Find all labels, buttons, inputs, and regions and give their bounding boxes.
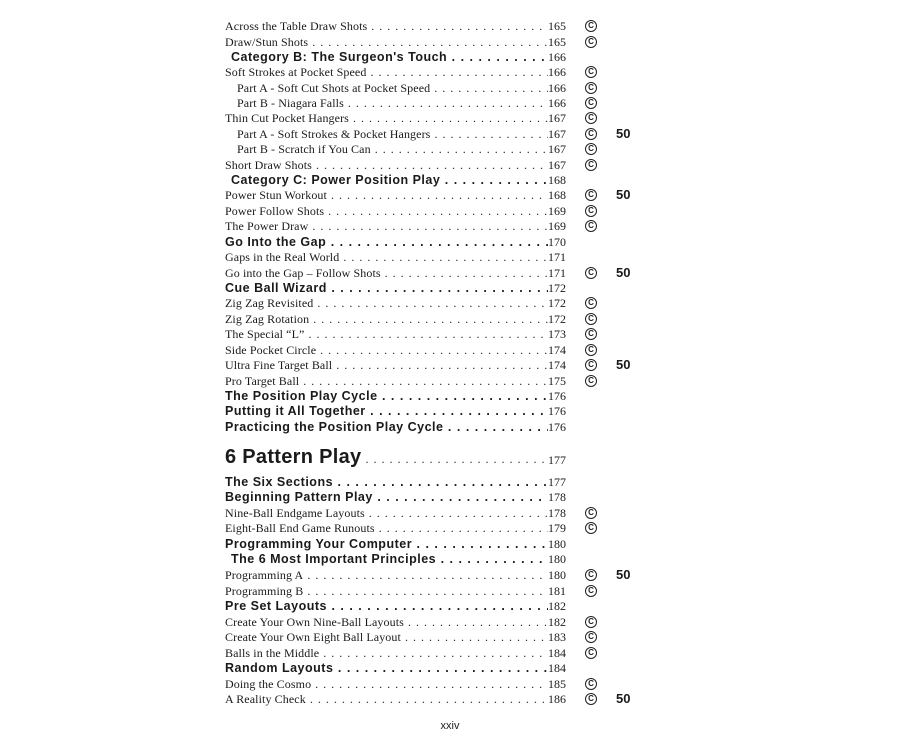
toc-entry-title: Doing the Cosmo . . . [225, 676, 550, 692]
toc-entry [0, 676, 900, 692]
drill-marker-icon: C [585, 220, 597, 232]
drill-marker-icon: C [585, 143, 597, 155]
toc-entry-title: Short Draw Shots . . . [225, 157, 550, 173]
toc-entry [0, 551, 900, 567]
toc-entry-title: Thin Cut Pocket Hangers . . . [225, 110, 550, 126]
toc-page-number: 166 [548, 80, 572, 96]
toc-entry-title: Across the Table Draw Shots . . . [225, 18, 550, 34]
drill-score: 50 [616, 265, 631, 280]
toc-entry-title: Category B: The Surgeon's Touch . . . [231, 49, 550, 65]
toc-page-number: 168 [548, 187, 572, 203]
toc-page-number: 185 [548, 676, 572, 692]
drill-marker-icon: C [585, 375, 597, 387]
toc-entry-title: Programming Your Computer . . . [225, 536, 550, 552]
toc-entry-title: Pro Target Ball . . . [225, 373, 550, 389]
toc-entry-title: Balls in the Middle . . . [225, 645, 550, 661]
toc-page-number: 174 [548, 342, 572, 358]
toc-entry [0, 280, 900, 296]
toc-entry-title: Go into the Gap – Follow Shots . . . [225, 265, 550, 281]
toc-entry-title: Part B - Niagara Falls . . . [237, 95, 550, 111]
toc-page-number: 165 [548, 18, 572, 34]
toc-page-number: 174 [548, 357, 572, 373]
toc-entry-title: Programming B . . . [225, 583, 550, 599]
toc-entry-title: A Reality Check . . . [225, 691, 550, 707]
toc-entry-title: The Power Draw . . . [225, 218, 550, 234]
drill-marker-icon: C [585, 112, 597, 124]
toc-entry [0, 629, 900, 645]
toc-entry [0, 598, 900, 614]
toc-page-number: 172 [548, 280, 572, 296]
toc-page-number: 167 [548, 157, 572, 173]
toc-page-number: 186 [548, 691, 572, 707]
toc-entry [0, 311, 900, 327]
toc-entry [0, 520, 900, 536]
toc-entry [0, 187, 900, 203]
toc-page-number: 169 [548, 218, 572, 234]
toc-entry-title: Putting it All Together . . . [225, 403, 550, 419]
toc-page-number: 180 [548, 551, 572, 567]
drill-marker-icon: C [585, 66, 597, 78]
toc-entry [0, 110, 900, 126]
toc-page-number: 165 [548, 34, 572, 50]
drill-marker-icon: C [585, 507, 597, 519]
drill-marker-icon: C [585, 585, 597, 597]
toc-entry-title: Power Stun Workout . . . [225, 187, 550, 203]
drill-score: 50 [616, 126, 631, 141]
toc-page-number: 170 [548, 234, 572, 250]
toc-entry-title: Draw/Stun Shots . . . [225, 34, 550, 50]
drill-marker-icon: C [585, 128, 597, 140]
toc-entry-title: The Position Play Cycle . . . [225, 388, 550, 404]
toc-entry [0, 218, 900, 234]
toc-entry [0, 446, 900, 468]
toc-entry-title: Random Layouts . . . [225, 660, 550, 676]
drill-marker-icon: C [585, 82, 597, 94]
drill-marker-icon: C [585, 647, 597, 659]
toc-entry [0, 203, 900, 219]
toc-entry [0, 265, 900, 281]
toc-entry-title: Category C: Power Position Play . . . [231, 172, 550, 188]
toc-page-number: 181 [548, 583, 572, 599]
toc-page-number: 182 [548, 598, 572, 614]
toc-entry-title: Create Your Own Eight Ball Layout . . . [225, 629, 550, 645]
toc-entry [0, 34, 900, 50]
toc-entry [0, 691, 900, 707]
drill-marker-icon: C [585, 189, 597, 201]
drill-score: 50 [616, 357, 631, 372]
toc-entry [0, 660, 900, 676]
toc-entry [0, 157, 900, 173]
drill-marker-icon: C [585, 522, 597, 534]
toc-entry [0, 249, 900, 265]
drill-score: 50 [616, 567, 631, 582]
toc-page-number: 184 [548, 660, 572, 676]
toc-page-number: 169 [548, 203, 572, 219]
toc-entry-title: Zig Zag Rotation . . . [225, 311, 550, 327]
toc-page-number: 173 [548, 326, 572, 342]
toc-page-number: 177 [548, 452, 572, 468]
toc-entry [0, 126, 900, 142]
toc-entry [0, 474, 900, 490]
drill-marker-icon: C [585, 359, 597, 371]
toc-entry [0, 49, 900, 65]
toc-page-number: 172 [548, 295, 572, 311]
toc-entry [0, 645, 900, 661]
toc-entry [0, 342, 900, 358]
toc-entry-title: Zig Zag Revisited . . . [225, 295, 550, 311]
toc-entry [0, 373, 900, 389]
drill-marker-icon: C [585, 205, 597, 217]
toc-entry [0, 536, 900, 552]
toc-page-number: 176 [548, 419, 572, 435]
toc-entry [0, 567, 900, 583]
chapter-title: 6 Pattern Play . . . [225, 442, 550, 472]
toc-page-number: 176 [548, 388, 572, 404]
toc-entry-title: Gaps in the Real World . . . [225, 249, 550, 265]
page-folio: xxiv [440, 720, 460, 732]
toc-entry-title: Beginning Pattern Play . . . [225, 489, 550, 505]
toc-entry-title: Side Pocket Circle . . . [225, 342, 550, 358]
drill-marker-icon: C [585, 328, 597, 340]
toc-entry-title: Nine-Ball Endgame Layouts . . . [225, 505, 550, 521]
toc-entry-title: Power Follow Shots . . . [225, 203, 550, 219]
toc-entry [0, 505, 900, 521]
toc-entry [0, 489, 900, 505]
drill-marker-icon: C [585, 569, 597, 581]
toc-entry-title: Part A - Soft Strokes & Pocket Hangers . . . [237, 126, 550, 142]
toc-entry-title: Ultra Fine Target Ball . . . [225, 357, 550, 373]
toc-entry-title: Soft Strokes at Pocket Speed . . . [225, 64, 550, 80]
toc-entry [0, 326, 900, 342]
toc-entry [0, 172, 900, 188]
drill-score: 50 [616, 187, 631, 202]
toc-entry-title: Programming A . . . [225, 567, 550, 583]
toc-entry [0, 419, 900, 435]
toc-page-number: 184 [548, 645, 572, 661]
toc-entry [0, 388, 900, 404]
toc-entry [0, 403, 900, 419]
drill-marker-icon: C [585, 313, 597, 325]
drill-marker-icon: C [585, 678, 597, 690]
drill-marker-icon: C [585, 36, 597, 48]
toc-page-number: 180 [548, 536, 572, 552]
toc-entry-title: Part B - Scratch if You Can . . . [237, 141, 550, 157]
toc-page-number: 180 [548, 567, 572, 583]
drill-score: 50 [616, 691, 631, 706]
toc-page-number: 167 [548, 126, 572, 142]
toc-page-number: 171 [548, 249, 572, 265]
toc-page-number: 179 [548, 520, 572, 536]
toc-entry-title: Go Into the Gap . . . [225, 234, 550, 250]
toc-entry [0, 614, 900, 630]
drill-marker-icon: C [585, 631, 597, 643]
toc-entry [0, 80, 900, 96]
toc-page-number: 175 [548, 373, 572, 389]
toc-entry-title: Cue Ball Wizard . . . [225, 280, 550, 296]
toc-entry [0, 357, 900, 373]
toc-entry [0, 583, 900, 599]
drill-marker-icon: C [585, 97, 597, 109]
drill-marker-icon: C [585, 297, 597, 309]
toc-page-number: 166 [548, 95, 572, 111]
drill-marker-icon: C [585, 20, 597, 32]
toc-page-number: 171 [548, 265, 572, 281]
toc-page-number: 177 [548, 474, 572, 490]
toc-page-number: 176 [548, 403, 572, 419]
toc-page-number: 168 [548, 172, 572, 188]
toc-page-number: 178 [548, 489, 572, 505]
toc-entry [0, 295, 900, 311]
toc-entry [0, 141, 900, 157]
toc-page-number: 172 [548, 311, 572, 327]
toc-entry [0, 234, 900, 250]
toc-entry [0, 95, 900, 111]
toc-page-number: 166 [548, 49, 572, 65]
toc-entry-title: Eight-Ball End Game Runouts . . . [225, 520, 550, 536]
drill-marker-icon: C [585, 616, 597, 628]
toc-entry-title: The Special “L” . . . [225, 326, 550, 342]
toc-page-number: 182 [548, 614, 572, 630]
drill-marker-icon: C [585, 159, 597, 171]
toc-entry-title: Practicing the Position Play Cycle . . . [225, 419, 550, 435]
toc-page-number: 167 [548, 141, 572, 157]
toc-entry-title: The 6 Most Important Principles . . . [231, 551, 550, 567]
toc-entry-title: Create Your Own Nine-Ball Layouts . . . [225, 614, 550, 630]
toc-page-number: 183 [548, 629, 572, 645]
drill-marker-icon: C [585, 693, 597, 705]
toc-page-number: 178 [548, 505, 572, 521]
toc-entry-title: Pre Set Layouts . . . [225, 598, 550, 614]
drill-marker-icon: C [585, 344, 597, 356]
toc-entry-title: Part A - Soft Cut Shots at Pocket Speed . . . [237, 80, 550, 96]
drill-marker-icon: C [585, 267, 597, 279]
toc-page-number: 167 [548, 110, 572, 126]
toc-entry-title: The Six Sections . . . [225, 474, 550, 490]
toc-entry [0, 64, 900, 80]
toc-page-number: 166 [548, 64, 572, 80]
toc-entry [0, 18, 900, 34]
